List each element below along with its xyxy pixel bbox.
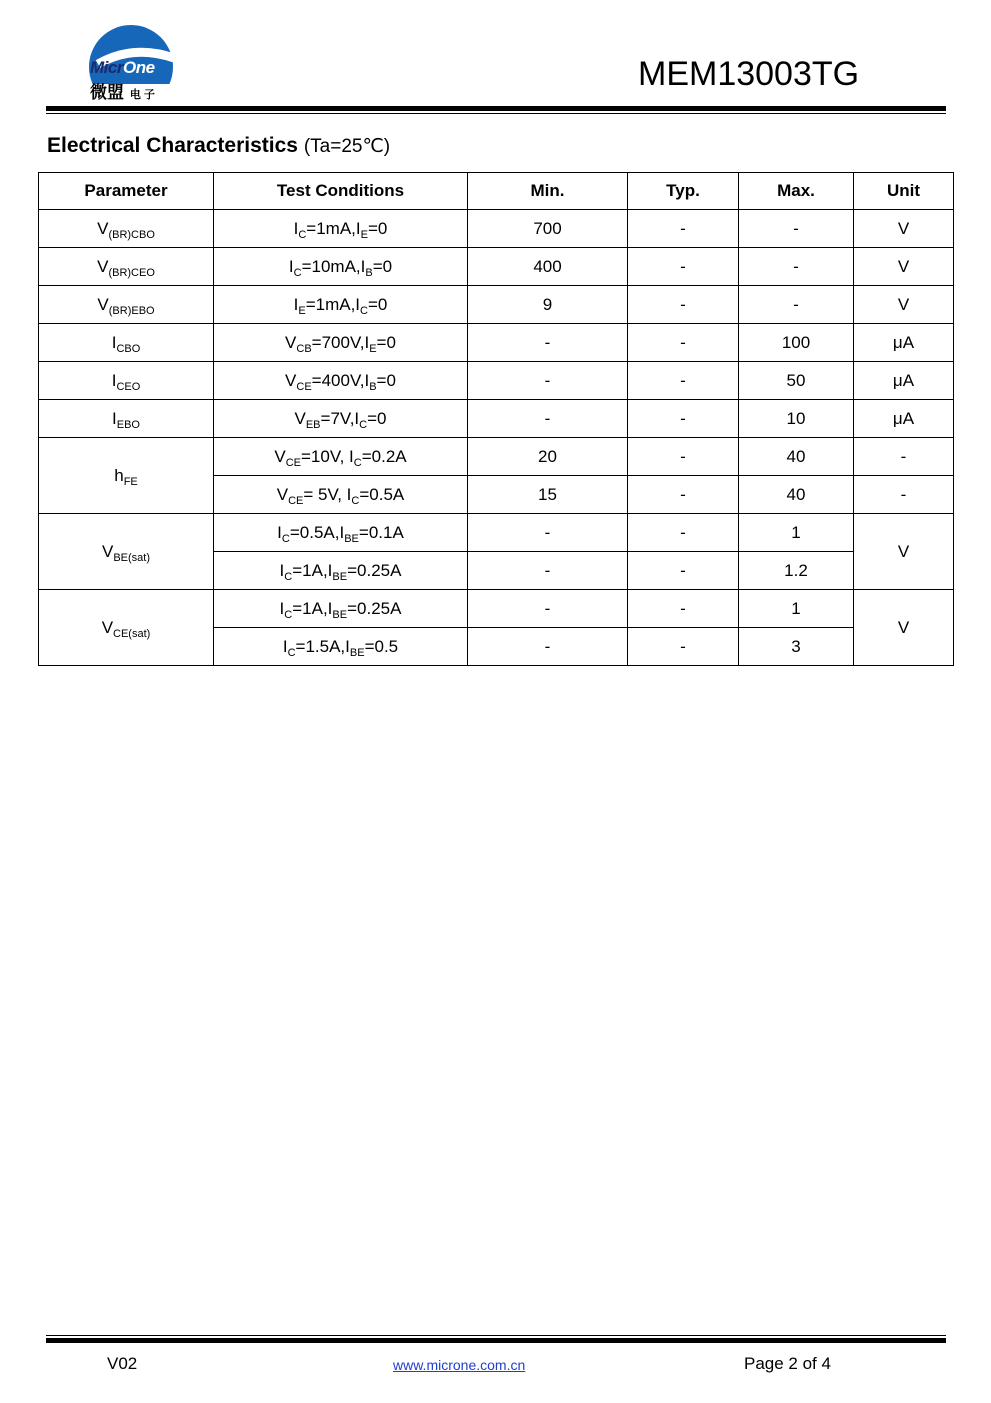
- parameter-symbol: I: [111, 332, 117, 352]
- condition-text: V: [294, 408, 306, 428]
- cell-min: -: [468, 400, 628, 438]
- parameter-subscript: (BR)EBO: [108, 304, 155, 317]
- footer-rule-thin: [46, 1335, 946, 1336]
- cell-unit: V: [854, 248, 954, 286]
- cell-min: -: [468, 362, 628, 400]
- table-row: [39, 400, 954, 438]
- table-row: [39, 210, 954, 248]
- cell-max: 50: [739, 362, 854, 400]
- cell-typ: -: [628, 400, 739, 438]
- header-rule-thin: [46, 113, 946, 114]
- condition-subscript: E: [369, 342, 377, 355]
- condition-text: =1A,I: [292, 598, 333, 618]
- condition-text: =7V,I: [320, 408, 360, 428]
- parameter-symbol: V: [97, 294, 109, 314]
- footer-page-number: Page 2 of 4: [744, 1354, 831, 1373]
- condition-subscript: C: [284, 608, 293, 621]
- cell-min: -: [468, 514, 628, 552]
- condition-subscript: CB: [296, 342, 312, 355]
- condition-text: =1mA,I: [305, 294, 361, 314]
- cell-min: -: [468, 590, 628, 628]
- cell-test-condition: [214, 438, 468, 476]
- condition-text: =1A,I: [292, 560, 333, 580]
- condition-text: =0.2A: [361, 446, 407, 466]
- condition-text: =10mA,I: [301, 256, 366, 276]
- cell-parameter: [39, 514, 214, 590]
- table-row: [39, 248, 954, 286]
- condition-subscript: E: [360, 228, 368, 241]
- condition-subscript: BE: [344, 532, 359, 545]
- table-row: [39, 324, 954, 362]
- cell-min: -: [468, 552, 628, 590]
- cell-max: 40: [739, 438, 854, 476]
- condition-subscript: E: [298, 304, 306, 317]
- cell-typ: -: [628, 552, 739, 590]
- condition-subscript: B: [365, 266, 373, 279]
- footer-website-link[interactable]: www.microne.com.cn: [393, 1357, 526, 1373]
- cell-typ: -: [628, 362, 739, 400]
- condition-text: = 5V, I: [303, 484, 352, 504]
- cell-parameter: [39, 324, 214, 362]
- cell-max: 1: [739, 590, 854, 628]
- footer-version: V02: [107, 1354, 138, 1373]
- parameter-subscript: BE(sat): [113, 551, 151, 564]
- cell-test-condition: [214, 590, 468, 628]
- parameter-symbol: V: [101, 541, 114, 561]
- condition-subscript: BE: [349, 646, 365, 659]
- parameter-subscript: (BR)CEO: [108, 266, 155, 279]
- cell-unit: -: [854, 476, 954, 514]
- cell-min: 15: [468, 476, 628, 514]
- condition-text: =0: [376, 332, 396, 352]
- logo-wordmark: MicrOne: [90, 58, 155, 77]
- parameter-subscript: FE: [123, 475, 138, 488]
- header-rule-thick: [46, 106, 946, 111]
- cell-parameter: [39, 400, 214, 438]
- cell-unit: -: [854, 438, 954, 476]
- cell-max: 1.2: [739, 552, 854, 590]
- header-min: Min.: [468, 173, 628, 210]
- condition-subscript: C: [281, 532, 290, 545]
- cell-max: 3: [739, 628, 854, 666]
- condition-text: I: [293, 294, 299, 314]
- cell-test-condition: [214, 628, 468, 666]
- cell-test-condition: [214, 552, 468, 590]
- condition-text: I: [293, 218, 299, 238]
- condition-text: V: [276, 484, 289, 504]
- condition-text: I: [279, 598, 285, 618]
- cell-max: 1: [739, 514, 854, 552]
- condition-subscript: C: [287, 646, 296, 659]
- cell-test-condition: [214, 362, 468, 400]
- condition-text: =0.5A,I: [289, 522, 345, 542]
- cell-test-condition: [214, 324, 468, 362]
- cell-unit: μA: [854, 400, 954, 438]
- table-header-row: [39, 173, 954, 210]
- cell-typ: -: [628, 286, 739, 324]
- cell-parameter: [39, 248, 214, 286]
- parameter-symbol: V: [97, 256, 109, 276]
- condition-text: =0.5A: [359, 484, 405, 504]
- table-row: [39, 590, 954, 628]
- header-typ: Typ.: [628, 173, 739, 210]
- condition-text: =1mA,I: [306, 218, 361, 238]
- condition-text: =0.25A: [347, 560, 402, 580]
- cell-typ: -: [628, 324, 739, 362]
- condition-subscript: C: [353, 456, 362, 469]
- cell-parameter: [39, 590, 214, 666]
- condition-subscript: CE: [288, 494, 304, 507]
- cell-test-condition: [214, 514, 468, 552]
- cell-typ: -: [628, 628, 739, 666]
- footer-rule-thick: [46, 1338, 946, 1343]
- condition-text: I: [277, 522, 282, 542]
- condition-text: =400V,I: [311, 370, 370, 390]
- logo-chinese-name: 微盟 电子: [90, 83, 158, 103]
- parameter-symbol: I: [111, 370, 117, 390]
- cell-parameter: [39, 210, 214, 248]
- condition-text: =1.5A,I: [295, 636, 350, 656]
- cell-parameter: [39, 362, 214, 400]
- cell-parameter: [39, 438, 214, 514]
- header-unit: Unit: [854, 173, 954, 210]
- condition-text: V: [285, 370, 297, 390]
- header-parameter: Parameter: [39, 173, 214, 210]
- cell-unit: μA: [854, 362, 954, 400]
- cell-typ: -: [628, 590, 739, 628]
- cell-unit: μA: [854, 324, 954, 362]
- table-row: [39, 438, 954, 476]
- condition-subscript: C: [293, 266, 302, 279]
- cell-typ: -: [628, 476, 739, 514]
- header-max: Max.: [739, 173, 854, 210]
- condition-text: =700V,I: [311, 332, 370, 352]
- condition-text: V: [274, 446, 286, 466]
- cell-max: -: [739, 286, 854, 324]
- parameter-subscript: EBO: [116, 418, 140, 431]
- document-title: MEM13003TG: [638, 55, 860, 93]
- cell-typ: -: [628, 248, 739, 286]
- parameter-symbol: h: [114, 465, 124, 485]
- cell-min: 400: [468, 248, 628, 286]
- condition-subscript: C: [359, 418, 368, 431]
- cell-max: 40: [739, 476, 854, 514]
- condition-subscript: BE: [332, 608, 348, 621]
- condition-text: =0: [367, 408, 387, 428]
- condition-text: =0.5: [364, 636, 399, 656]
- table-row: [39, 514, 954, 552]
- cell-test-condition: [214, 210, 468, 248]
- cell-max: -: [739, 210, 854, 248]
- condition-subscript: CE: [285, 456, 301, 469]
- parameter-subscript: (BR)CBO: [108, 228, 155, 241]
- condition-text: =0: [372, 256, 393, 276]
- cell-min: -: [468, 628, 628, 666]
- condition-subscript: EB: [305, 418, 321, 431]
- condition-text: =0.1A: [358, 522, 404, 542]
- cell-max: 10: [739, 400, 854, 438]
- condition-text: =0: [367, 218, 388, 238]
- condition-text: =0: [376, 370, 396, 390]
- cell-test-condition: [214, 476, 468, 514]
- table-row: [39, 362, 954, 400]
- condition-text: =10V, I: [300, 446, 354, 466]
- parameter-symbol: I: [112, 408, 117, 428]
- condition-subscript: CE: [296, 380, 312, 393]
- condition-subscript: C: [284, 570, 293, 583]
- condition-text: =0.25A: [347, 598, 402, 618]
- section-title: Electrical Characteristics (Ta=25℃): [47, 134, 391, 157]
- cell-typ: -: [628, 438, 739, 476]
- cell-test-condition: [214, 286, 468, 324]
- condition-text: I: [282, 636, 288, 656]
- cell-min: 700: [468, 210, 628, 248]
- cell-unit: V: [854, 590, 954, 666]
- cell-test-condition: [214, 400, 468, 438]
- cell-min: 9: [468, 286, 628, 324]
- table-row: [39, 286, 954, 324]
- parameter-subscript: CEO: [116, 380, 141, 393]
- parameter-subscript: CBO: [116, 342, 141, 355]
- header-test-conditions: Test Conditions: [214, 173, 468, 210]
- condition-subscript: C: [351, 494, 360, 507]
- condition-text: =0: [367, 294, 388, 314]
- condition-subscript: B: [369, 380, 377, 393]
- condition-subscript: C: [298, 228, 307, 241]
- cell-min: 20: [468, 438, 628, 476]
- condition-subscript: C: [360, 304, 368, 317]
- condition-text: I: [288, 256, 294, 276]
- cell-min: -: [468, 324, 628, 362]
- cell-unit: V: [854, 210, 954, 248]
- cell-parameter: [39, 286, 214, 324]
- cell-unit: V: [854, 286, 954, 324]
- electrical-characteristics-table: [38, 172, 954, 666]
- company-logo: [88, 24, 178, 103]
- parameter-symbol: V: [101, 617, 114, 637]
- parameter-subscript: CE(sat): [113, 627, 151, 640]
- cell-unit: V: [854, 514, 954, 590]
- cell-typ: -: [628, 514, 739, 552]
- condition-subscript: BE: [332, 570, 348, 583]
- cell-max: 100: [739, 324, 854, 362]
- condition-text: V: [285, 332, 297, 352]
- condition-text: I: [279, 560, 285, 580]
- cell-max: -: [739, 248, 854, 286]
- cell-typ: -: [628, 210, 739, 248]
- cell-test-condition: [214, 248, 468, 286]
- parameter-symbol: V: [97, 218, 109, 238]
